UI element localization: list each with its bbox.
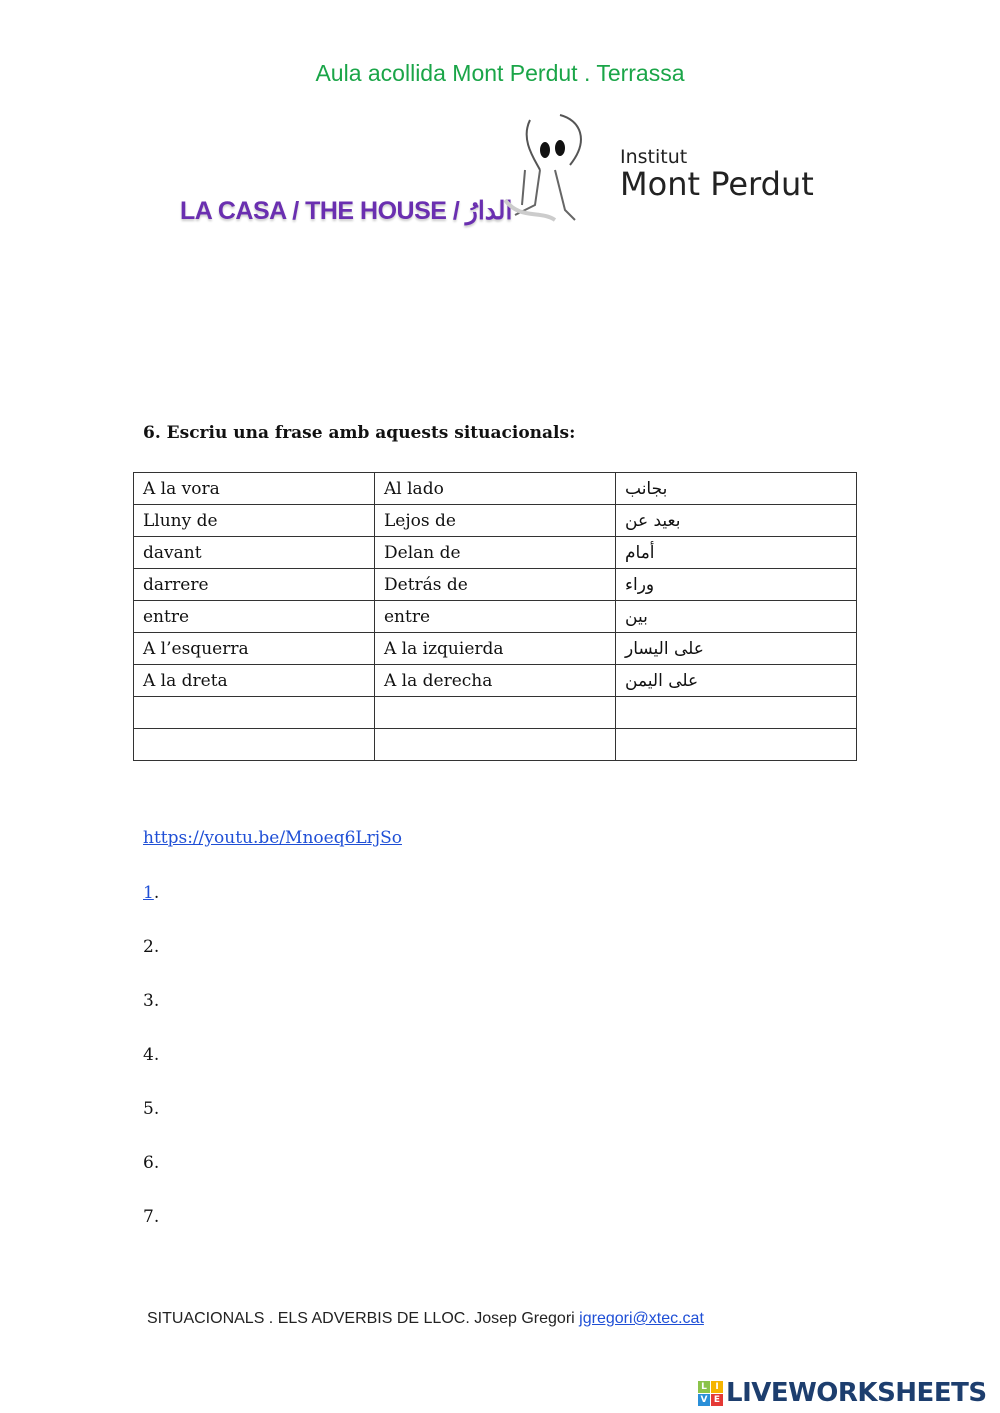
answer-line-4[interactable]: 4.	[143, 1045, 160, 1065]
email-link[interactable]: jgregori@xtec.cat	[579, 1310, 704, 1327]
header-text: Aula acollida Mont Perdut . Terrassa	[315, 60, 685, 86]
table-row	[134, 569, 857, 601]
answer-line-6[interactable]: 6.	[143, 1153, 160, 1173]
arabic-cell[interactable]	[616, 697, 857, 729]
table-row	[134, 665, 857, 697]
answer-line-3[interactable]: 3.	[143, 991, 160, 1011]
logo-letter: V	[698, 1394, 710, 1406]
logo-letter: I	[711, 1381, 723, 1393]
logo-line-1: Institut	[620, 146, 688, 168]
spanish-cell[interactable]	[375, 729, 616, 761]
arabic-cell: بعيد عن	[616, 505, 857, 537]
arabic-cell: أمام	[616, 537, 857, 569]
answer-line-7[interactable]: 7.	[143, 1207, 160, 1227]
answer-line-2[interactable]: 2.	[143, 937, 160, 957]
table-row	[134, 697, 857, 729]
catalan-cell: entre	[134, 601, 375, 633]
catalan-cell: davant	[134, 537, 375, 569]
table-row	[134, 729, 857, 761]
liveworksheets-logo-icon	[698, 1381, 723, 1406]
rabbit-mascot-icon	[500, 110, 610, 225]
answer-line-1[interactable]: 1.	[143, 883, 160, 903]
arabic-cell: على اليمن	[616, 665, 857, 697]
liveworksheets-brand	[698, 1378, 987, 1408]
table-row	[134, 537, 857, 569]
catalan-cell: Lluny de	[134, 505, 375, 537]
arabic-cell: وراء	[616, 569, 857, 601]
brand-text: LIVEWORKSHEETS	[726, 1378, 987, 1408]
catalan-cell[interactable]	[134, 729, 375, 761]
catalan-cell: darrere	[134, 569, 375, 601]
table-row	[134, 473, 857, 505]
table-row	[134, 505, 857, 537]
spanish-cell: entre	[375, 601, 616, 633]
catalan-cell[interactable]	[134, 697, 375, 729]
number-link[interactable]: 1	[143, 883, 154, 903]
youtube-link[interactable]: https://youtu.be/Mnoeq6LrjSo	[143, 828, 402, 848]
spanish-cell: Delan de	[375, 537, 616, 569]
arabic-cell: بجانب	[616, 473, 857, 505]
answer-line-5[interactable]: 5.	[143, 1099, 160, 1119]
footer-text: SITUACIONALS . ELS ADVERBIS DE LLOC. Josep Gregori	[147, 1310, 580, 1327]
arabic-cell: بين	[616, 601, 857, 633]
spanish-cell: Al lado	[375, 473, 616, 505]
arabic-cell[interactable]	[616, 729, 857, 761]
page-title: LA CASA / THE HOUSE / الدارُ	[180, 197, 513, 225]
logo-letter: L	[698, 1381, 710, 1393]
spanish-cell: Lejos de	[375, 505, 616, 537]
spanish-cell: Detrás de	[375, 569, 616, 601]
vocabulary-table	[133, 472, 857, 761]
catalan-cell: A la dreta	[134, 665, 375, 697]
school-logo	[500, 110, 830, 225]
spanish-cell: A la derecha	[375, 665, 616, 697]
catalan-cell: A la vora	[134, 473, 375, 505]
catalan-cell: A l’esquerra	[134, 633, 375, 665]
spanish-cell[interactable]	[375, 697, 616, 729]
arabic-cell: على اليسار	[616, 633, 857, 665]
logo-line-2: Mont Perdut	[620, 165, 814, 203]
table-row	[134, 633, 857, 665]
spanish-cell: A la izquierda	[375, 633, 616, 665]
footer	[147, 1310, 704, 1328]
question-heading: 6. Escriu una frase amb aquests situacionals:	[143, 423, 576, 443]
logo-letter: E	[711, 1394, 723, 1406]
table-row	[134, 601, 857, 633]
